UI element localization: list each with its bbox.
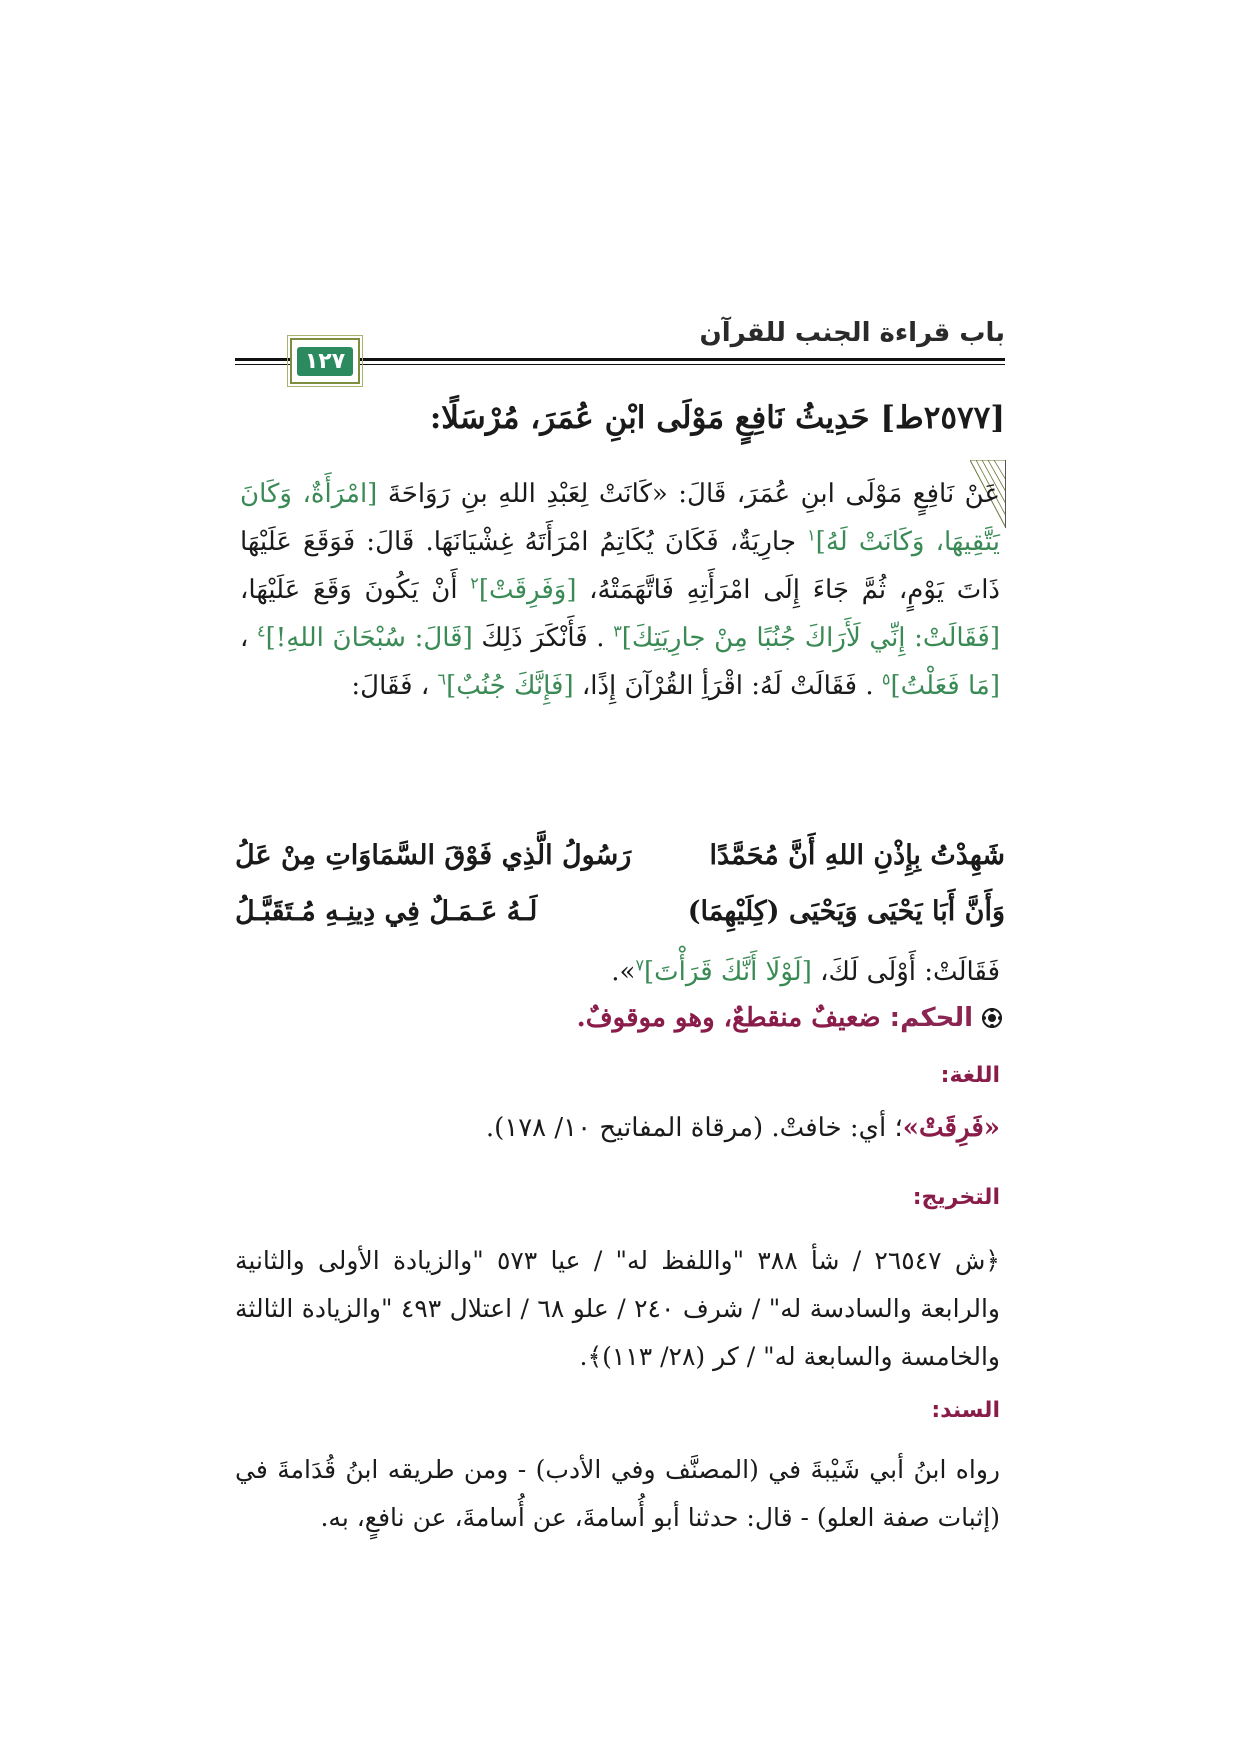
hadith-body bbox=[240, 470, 1000, 710]
poem-second-hemistich: لَـهُ عَـمَـلٌ فِي دِينِـهِ مُـتَقَبَّـلُ bbox=[235, 896, 538, 927]
footnote-marker: ٣ bbox=[613, 621, 622, 641]
chapter-title: باب قراءة الجنب للقرآن bbox=[699, 318, 1005, 348]
addition-bracket: [قَالَ: سُبْحَانَ اللهِ!] bbox=[265, 623, 473, 653]
page-number-frame bbox=[290, 338, 360, 384]
hadith-text: ، bbox=[240, 623, 258, 653]
addition-bracket: [امْرَأَةٌ، وَكَانَ يَتَّقِيهَا، وَكَانَتْ لَهُ] bbox=[240, 479, 1000, 557]
ruling-value: ضعيفٌ منقطعٌ، وهو موقوفٌ. bbox=[576, 1003, 881, 1033]
addition-bracket: [فَإِنَّكَ جُنُبٌ] bbox=[446, 671, 574, 701]
poem bbox=[235, 828, 1005, 940]
ruling-label: الحكم: bbox=[889, 1003, 973, 1033]
footnote-marker: ١ bbox=[807, 525, 816, 545]
addition-bracket: [فَقَالَتْ: إِنِّي لَأَرَاكَ جُنُبًا مِنْ جارِيَتِكَ] bbox=[621, 623, 1001, 653]
lugha-entry bbox=[486, 1113, 1000, 1143]
footnote-marker: ٧ bbox=[635, 955, 645, 975]
ruling bbox=[577, 1003, 1003, 1033]
footnote-marker: ٢ bbox=[470, 573, 479, 593]
footnote-marker: ٥ bbox=[881, 669, 891, 689]
hadith-text: . فَأَنْكَرَ ذَلِكَ bbox=[472, 623, 614, 653]
poem-verse bbox=[235, 884, 1005, 940]
hadith-text: ». bbox=[611, 957, 636, 987]
hadith-heading: [٢٥٧٧ط] حَدِيثُ نَافِعٍ مَوْلَى ابْنِ عُمَرَ، مُرْسَلًا: bbox=[429, 400, 1005, 436]
takhrij-heading: التخريج: bbox=[912, 1185, 1000, 1210]
addition-bracket: [لَوْلَا أَنَّكَ قَرَأْتَ] bbox=[644, 957, 812, 987]
hadith-text: . فَقَالَتْ لَهُ: اقْرَأِ القُرْآنَ إِذًا، bbox=[573, 671, 882, 701]
lugha-definition: ؛ أي: خافتْ. (مرقاة المفاتيح ١٠/ ١٧٨). bbox=[485, 1113, 903, 1143]
poem-first-hemistich: شَهِدْتُ بِإِذْنِ اللهِ أَنَّ مُحَمَّدًا bbox=[709, 840, 1005, 871]
hadith-text: عَنْ نَافِعٍ مَوْلَى ابنِ عُمَرَ، قَالَ: «كَانَتْ لِعَبْدِ اللهِ بنِ رَوَاحَةَ bbox=[377, 479, 1000, 509]
footnote-marker: ٦ bbox=[437, 669, 447, 689]
hadith-text: ، فَقَالَ: bbox=[351, 671, 438, 701]
lugha-heading: اللغة: bbox=[940, 1063, 1000, 1088]
takhrij-text: ﴿ش ٢٦٥٤٧ / شأ ٣٨٨ "واللفظ له" / عيا ٥٧٣ "والزيادة الأولى والثانية والرابعة والسادسة له" / شرف ٢٤٠ / علو ٦٨ / اعتلال ٤٩٣ "والزيادة الثالثة والخامسة والسابعة له" / كر (٢٨/ ١١٣)﴾. bbox=[235, 1246, 1001, 1371]
flower-ornament-icon bbox=[981, 1007, 1003, 1029]
hadith-ending bbox=[240, 948, 1000, 996]
poem-second-hemistich: رَسُولُ الَّذِي فَوْقَ السَّمَاوَاتِ مِنْ عَلُ bbox=[235, 840, 632, 871]
hadith-text: جارِيَةٌ، فَكَانَ يُكَاتِمُ امْرَأَتَهُ غِشْيَانَهَا. قَالَ: فَوَقَعَ عَلَيْهَا ذَاتَ يَوْمٍ، ثُمَّ جَاءَ إِلَى امْرَأَتِهِ فَاتَّهَمَتْهُ، bbox=[240, 527, 1000, 605]
sanad-heading: السند: bbox=[931, 1398, 1000, 1423]
addition-bracket: [مَا فَعَلْتُ] bbox=[890, 671, 1000, 701]
page-number: ١٢٧ bbox=[297, 347, 353, 376]
lugha-word: «فَرِقَتْ» bbox=[902, 1113, 1000, 1143]
hadith-text: أَنْ يَكُونَ وَقَعَ عَلَيْهَا، bbox=[240, 575, 471, 605]
hadith-text: فَقَالَتْ: أَوْلَى لَكَ، bbox=[811, 957, 1000, 987]
addition-bracket: [وَفَرِقَتْ] bbox=[478, 575, 577, 605]
poem-verse bbox=[235, 828, 1005, 884]
footnote-marker: ٤ bbox=[257, 621, 266, 641]
poem-first-hemistich: وَأَنَّ أَبَا يَحْيَى وَيَحْيَى (كِلَيْهِمَا) bbox=[687, 896, 1005, 927]
sanad-text: رواه ابنُ أبي شَيْبةَ في (المصنَّف وفي الأدب) - ومن طريقه ابنُ قُدَامةَ في (إثبات صفة العلو) - قال: حدثنا أبو أُسامةَ، عن أُسامةَ، عن نافعٍ، به. bbox=[235, 1455, 1000, 1532]
